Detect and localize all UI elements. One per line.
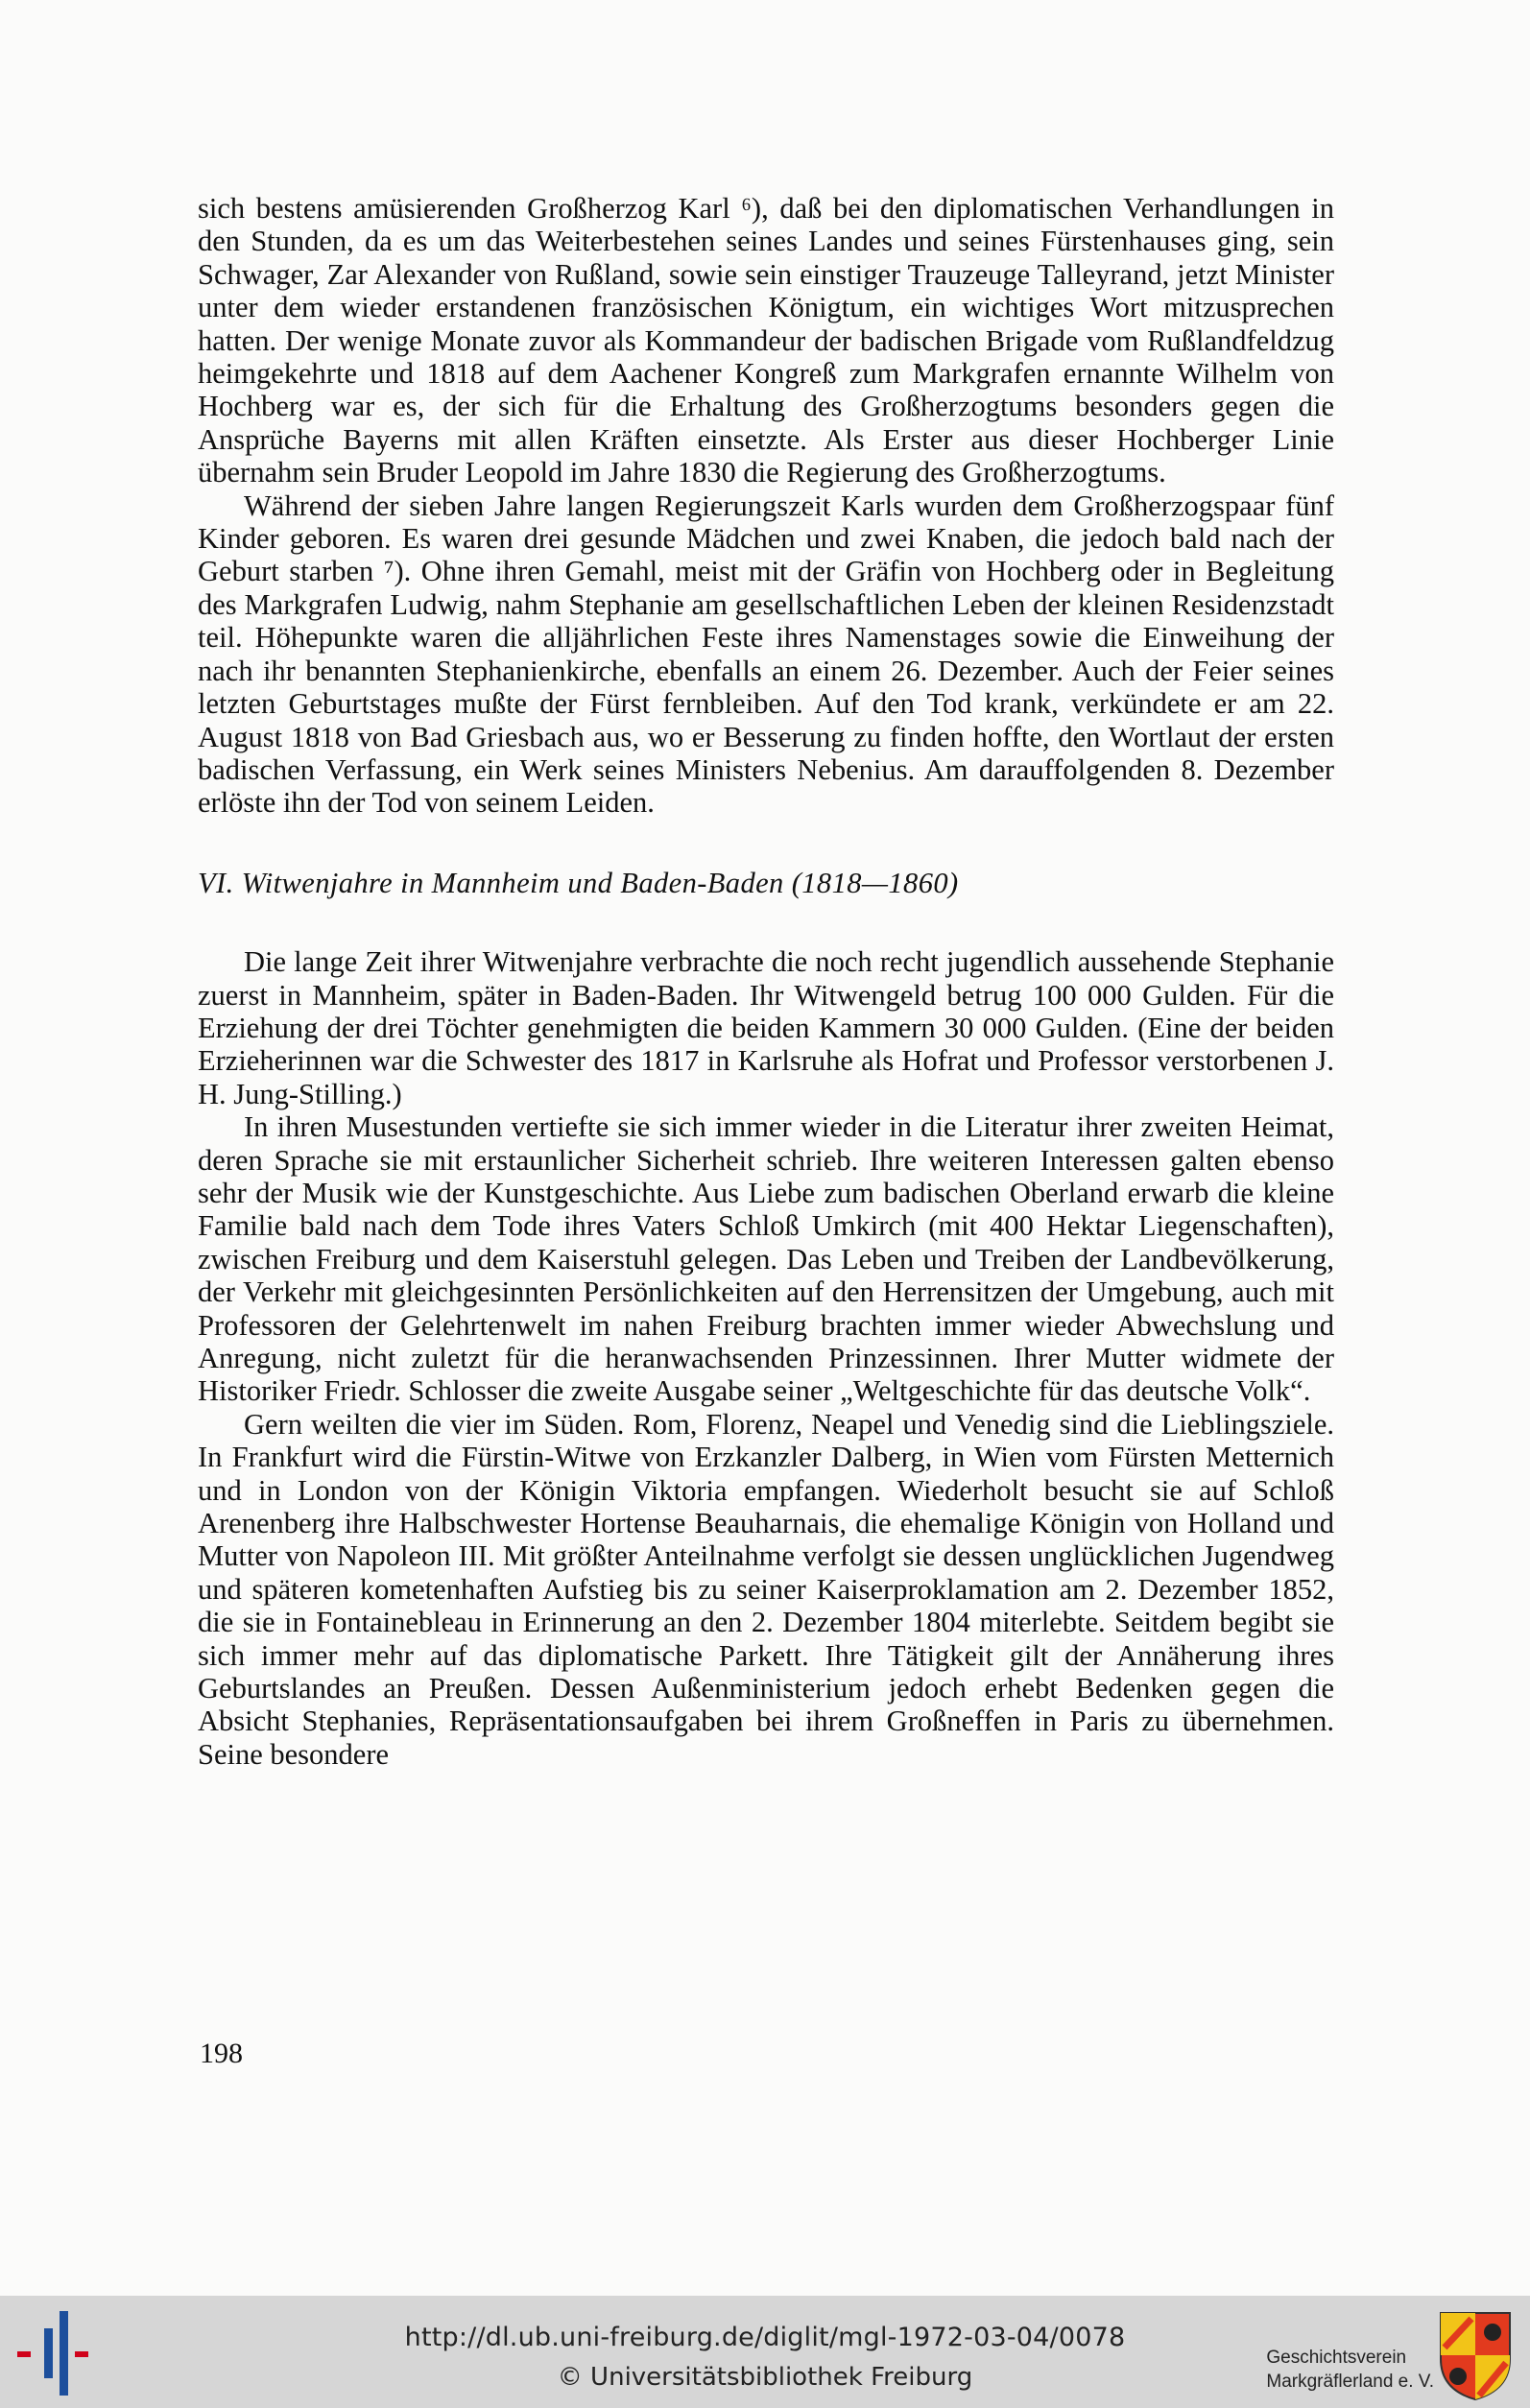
footer-bar — [0, 2296, 1530, 2408]
paragraph: Während der sieben Jahre langen Regierungszeit Karls wurden dem Großherzogspaar fünf Kinder geboren. Es waren drei gesunde Mädchen und zwei Knaben, die jedoch bald nach der Geburt starben ⁷). Ohne ihren Gemahl, meist mit der Gräfin von Hochberg oder in Begleitung des Markgrafen Ludwig, nahm Stephanie am gesellschaftlichen Leben der kleinen Residenzstadt teil. Höhepunkte waren die alljährlichen Feste ihres Namenstages sowie die Einweihung der nach ihr benannten Stephanienkirche, ebenfalls an einem 26. Dezember. Auch der Feier seines letzten Geburtstages mußte der Fürst fernbleiben. Auf den Tod krank, verkündete er am 22. August 1818 von Bad Griesbach aus, wo er Besserung zu finden hoffte, den Wortlaut der ersten badischen Verfassung, ein Werk seines Ministers Nebenius. Am darauffolgenden 8. Dezember erlöste ihn der Tod von seinem Leiden. — [198, 489, 1334, 820]
footer-url-link[interactable]: http://dl.ub.uni-freiburg.de/diglit/mgl-1972-03-04/0078 — [404, 2323, 1126, 2352]
society-name[interactable] — [1266, 2346, 1434, 2394]
page-number: 198 — [200, 2038, 243, 2069]
paragraph: Die lange Zeit ihrer Witwenjahre verbrachte die noch recht jugendlich aussehende Stephanie zuerst in Mannheim, später in Baden-Baden. Ihr Witwengeld betrug 100 000 Gulden. Für die Erziehung der drei Töchter genehmigten die beiden Kammern 30 000 Gulden. (Eine der beiden Erzieherinnen war die Schwester des 1817 in Karlsruhe als Hofrat und Professor verstorbenen J. H. Jung-Stilling.) — [198, 945, 1334, 1110]
footer-copyright: © Universitätsbibliothek Freiburg — [557, 2363, 973, 2392]
paragraph: In ihren Musestunden vertiefte sie sich immer wieder in die Literatur ihrer zweiten Heimat, deren Sprache sie mit erstaunlicher Sicherheit schrieb. Ihre weiteren Interessen galten ebenso sehr der Musik wie der Kunstgeschichte. Aus Liebe zum badischen Oberland erwarb die kleine Familie bald nach dem Tode ihres Vaters Schloß Umkirch (mit 400 Hektar Liegenschaften), zwischen Freiburg und dem Kaiserstuhl gelegen. Das Leben und Treiben der Landbevölkerung, der Verkehr mit gleichgesinnten Persönlichkeiten auf den Herrensitzen der Umgebung, auch mit Professoren der Gelehrtenwelt im nahen Freiburg brachten immer wieder Abwechslung und Anregung, nicht zuletzt für die heranwachsenden Prinzessinnen. Ihrer Mutter widmete der Historiker Friedr. Schlosser die zweite Ausgabe seiner „Weltgeschichte für das deutsche Volk“. — [198, 1110, 1334, 1408]
text-column — [198, 192, 1334, 1771]
paragraph: sich bestens amüsierenden Großherzog Karl ⁶), daß bei den diplomatischen Verhandlungen in den Stunden, da es um das Weiterbestehen seines Landes und seines Fürstenhauses ging, sein Schwager, Zar Alexander von Rußland, sowie sein einstiger Trauzeuge Talleyrand, jetzt Minister unter dem wieder erstandenen französischen Königtum, ein wichtiges Wort mitzusprechen hatten. Der wenige Monate zuvor als Kommandeur der badischen Brigade vom Rußlandfeldzug heimgekehrte und 1818 auf dem Aachener Kongreß zum Markgrafen ernannte Wilhelm von Hochberg war es, der sich für die Erhaltung des Großherzogtums besonders gegen die Ansprüche Bayerns mit allen Kräften einsetzte. Als Erster aus dieser Hochberger Linie übernahm sein Bruder Leopold im Jahre 1830 die Regierung des Großherzogtums. — [198, 192, 1334, 489]
coat-of-arms-icon[interactable] — [1437, 2309, 1514, 2401]
section-heading: VI. Witwenjahre in Mannheim und Baden-Baden (1818—1860) — [198, 866, 959, 899]
society-name-line1: Geschichtsverein — [1266, 2348, 1407, 2368]
paragraph: Gern weilten die vier im Süden. Rom, Florenz, Neapel und Venedig sind die Lieblingsziele. In Frankfurt wird die Fürstin-Witwe von Erzkanzler Dalberg, in Wien vom Fürsten Metternich und in London von der Königin Viktoria empfangen. Wiederholt besucht sie auf Schloß Arenenberg ihre Halbschwester Hortense Beauharnais, die ehemalige Königin von Holland und Mutter von Napoleon III. Mit größter Anteilnahme verfolgt sie dessen unglücklichen Jugendweg und späteren kometenhaften Aufstieg bis zu seiner Kaiserproklamation am 2. Dezember 1852, die sie in Fontainebleau in Erinnerung an den 2. Dezember 1804 miterlebte. Seitdem begibt sie sich immer mehr auf das diplomatische Parkett. Ihre Tätigkeit gilt der Annäherung ihres Geburtslandes an Preußen. Dessen Außenministerium jedoch erhebt Bedenken gegen die Absicht Stephanies, Repräsentationsaufgaben bei ihrem Großneffen in Paris zu übernehmen. Seine besondere — [198, 1407, 1334, 1771]
society-name-line2: Markgräflerland e. V. — [1266, 2372, 1434, 2392]
